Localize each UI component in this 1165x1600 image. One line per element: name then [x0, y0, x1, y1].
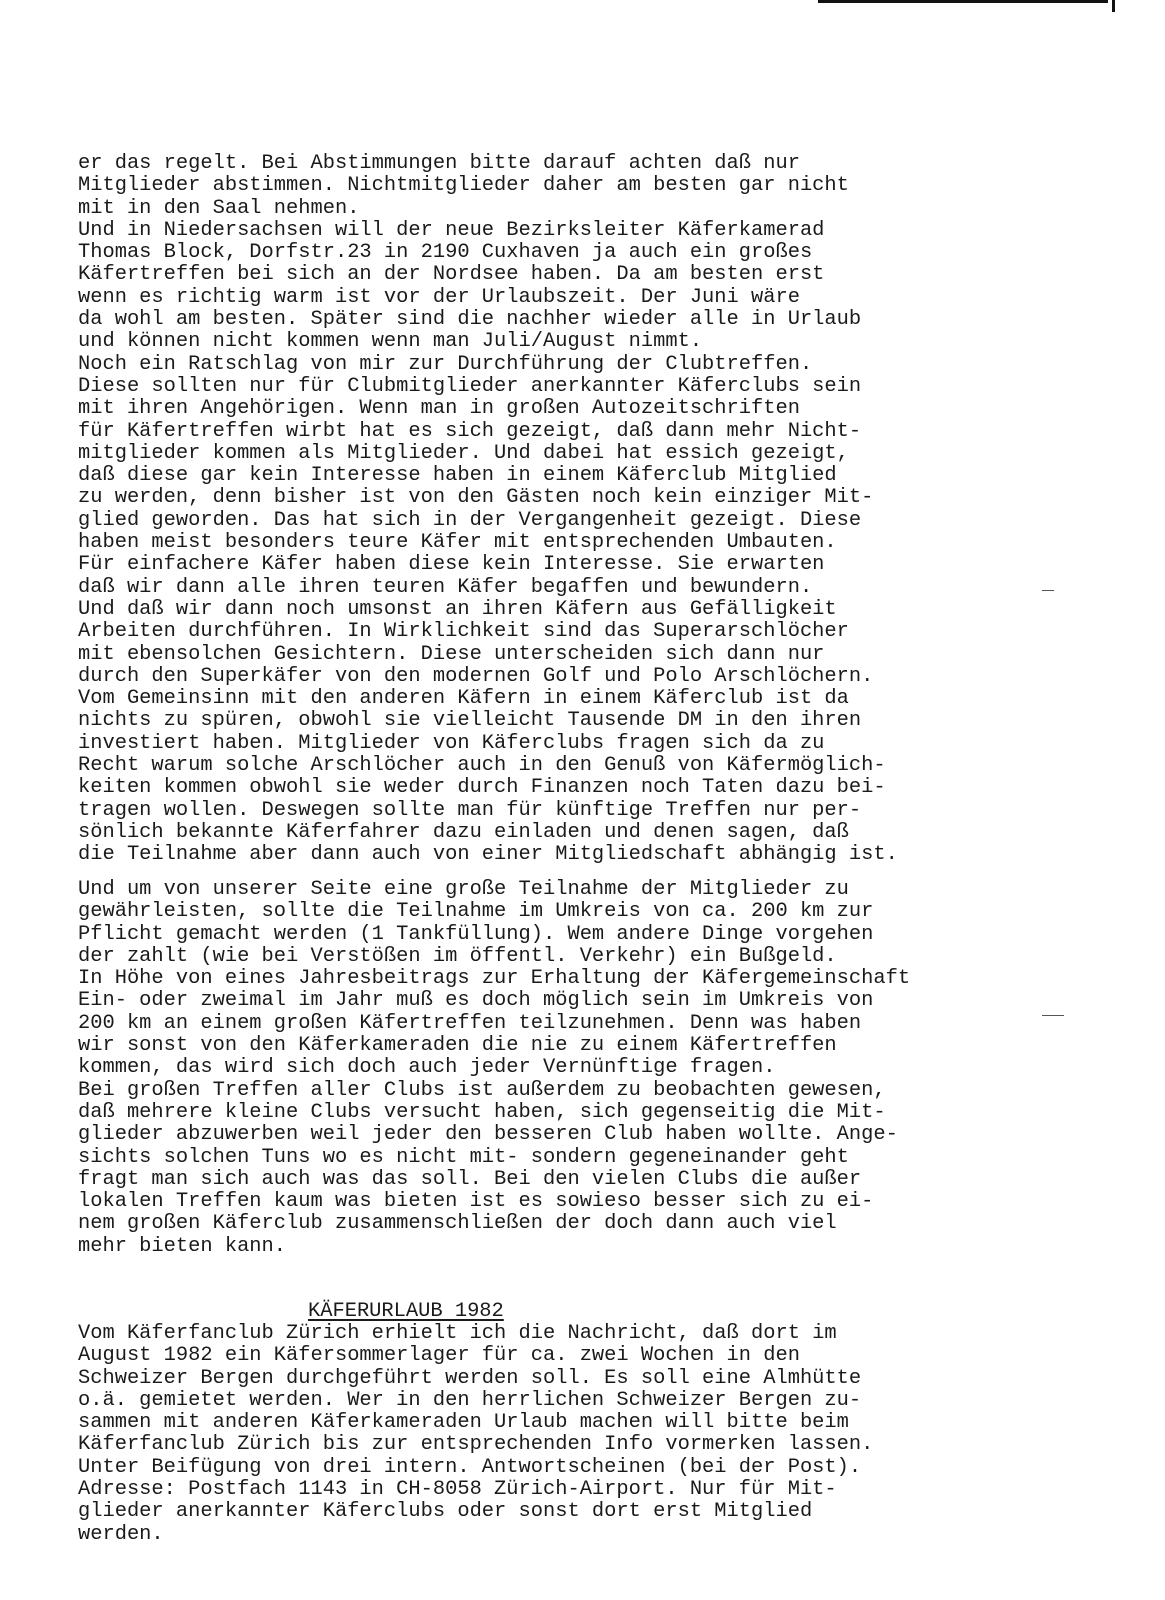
text-line: mehr bieten kann. — [78, 1234, 287, 1258]
text-line: Adresse: Postfach 1143 in CH-8058 Zürich-Airport. Nur für Mit- — [78, 1478, 837, 1502]
text-line: fragt man sich auch was das soll. Bei den vielen Clubs die außer — [78, 1167, 862, 1191]
text-line: wenn es richtig warm ist vor der Urlaubszeit. Der Juni wäre — [78, 285, 800, 309]
text-line: der zahlt (wie bei Verstößen im öffentl. Verkehr) ein Bußgeld. — [78, 944, 837, 968]
text-line: Arbeiten durchführen. In Wirklichkeit sind das Superarschlöcher — [78, 620, 849, 644]
text-line: mit in den Saal nehmen. — [78, 196, 360, 220]
text-line: nichts zu spüren, obwohl sie vielleicht Tausende DM in den ihren — [78, 709, 862, 733]
paragraph-summer-camp — [78, 1323, 873, 1546]
text-line: da wohl am besten. Später sind die nachher wieder alle in Urlaub — [78, 308, 862, 332]
text-line: durch den Superkäfer von den modernen Golf und Polo Arschlöchern. — [78, 664, 874, 688]
text-line: Käfertreffen bei sich an der Nordsee haben. Da am besten erst — [78, 263, 825, 287]
text-line: gewährleisten, sollte die Teilnahme im Umkreis von ca. 200 km zur — [78, 900, 874, 924]
text-line: sönlich bekannte Käferfahrer dazu einladen und denen sagen, daß — [78, 820, 849, 844]
page-edge-mark-vertical — [1112, 0, 1115, 12]
text-line: 200 km an einem großen Käfertreffen teilzunehmen. Denn was haben — [78, 1011, 862, 1035]
text-line: kommen, das wird sich doch auch jeder Vernünftige fragen. — [78, 1056, 776, 1080]
text-line: In Höhe von eines Jahresbeitrags zur Erhaltung der Käfergemeinschaft — [78, 967, 911, 991]
text-line: Und um von unserer Seite eine große Teilnahme der Mitglieder zu — [78, 878, 849, 901]
text-line: mit ihren Angehörigen. Wenn man in großen Autozeitschriften — [78, 397, 800, 421]
text-line: haben meist besonders teure Käfer mit entsprechenden Umbauten. — [78, 531, 837, 555]
scan-speck — [1042, 590, 1054, 591]
text-line: Mitglieder abstimmen. Nichtmitglieder daher am besten gar nicht — [78, 174, 849, 198]
text-line: sammen mit anderen Käferkameraden Urlaub machen will bitte beim — [78, 1411, 849, 1435]
text-line: zu werden, denn bisher ist von den Gästen noch kein einziger Mit- — [78, 486, 874, 510]
paragraph-participation — [78, 879, 910, 1258]
text-line: Recht warum solche Arschlöcher auch in den Genuß von Käfermöglich- — [78, 754, 886, 778]
text-line: Diese sollten nur für Clubmitglieder anerkannter Käferclubs sein — [78, 374, 862, 398]
text-line: daß mehrere kleine Clubs versucht haben, sich gegenseitig die Mit- — [78, 1100, 886, 1124]
text-line: investiert haben. Mitglieder von Käferclubs fragen sich da zu — [78, 731, 825, 755]
text-line: und können nicht kommen wenn man Juli/August nimmt. — [78, 330, 703, 354]
text-line: mitglieder kommen als Mitglieder. Und dabei hat essich gezeigt, — [78, 441, 849, 465]
text-line: Ein- oder zweimal im Jahr muß es doch möglich sein im Umkreis von — [78, 989, 874, 1013]
text-line: nem großen Käferclub zusammenschließen der doch dann auch viel — [78, 1212, 837, 1236]
text-line: für Käfertreffen wirbt hat es sich gezeigt, daß dann mehr Nicht- — [78, 419, 862, 443]
text-line: sichts solchen Tuns wo es nicht mit- sondern gegeneinander geht — [78, 1145, 849, 1169]
text-line: daß wir dann alle ihren teuren Käfer begaffen und bewundern. — [78, 575, 813, 599]
paragraph-club-meetings — [78, 153, 898, 867]
text-line: lokalen Treffen kaum was bieten ist es sowieso besser sich zu ei- — [78, 1190, 874, 1214]
text-line: glied geworden. Das hat sich in der Vergangenheit gezeigt. Diese — [78, 508, 862, 532]
text-line: Pflicht gemacht werden (1 Tankfüllung). Wem andere Dinge vorgehen — [78, 922, 874, 946]
scan-speck — [1042, 1015, 1064, 1016]
text-line: Unter Beifügung von drei intern. Antwortscheinen (bei der Post). — [78, 1455, 862, 1479]
text-line: keiten kommen obwohl sie weder durch Finanzen noch Taten dazu bei- — [78, 776, 886, 800]
text-line: Für einfachere Käfer haben diese kein Interesse. Sie erwarten — [78, 553, 825, 577]
text-line: mit ebensolchen Gesichtern. Diese unterscheiden sich dann nur — [78, 642, 825, 666]
section-heading: KÄFERURLAUB 1982 — [308, 1300, 504, 1323]
text-line: daß diese gar kein Interesse haben in einem Käferclub Mitglied — [78, 464, 837, 488]
text-line: Vom Käferfanclub Zürich erhielt ich die Nachricht, daß dort im — [78, 1322, 837, 1345]
text-line: glieder anerkannter Käferclubs oder sonst dort erst Mitglied — [78, 1500, 813, 1524]
text-line: Und in Niedersachsen will der neue Bezirksleiter Käferkamerad — [78, 218, 825, 242]
text-line: werden. — [78, 1522, 164, 1546]
text-line: tragen wollen. Deswegen sollte man für künftige Treffen nur per- — [78, 798, 862, 822]
text-line: die Teilnahme aber dann auch von einer Mitgliedschaft abhängig ist. — [78, 843, 898, 867]
text-line: Schweizer Bergen durchgeführt werden soll. Es soll eine Almhütte — [78, 1366, 862, 1390]
text-line: Und daß wir dann noch umsonst an ihren Käfern aus Gefälligkeit — [78, 597, 837, 621]
text-line: er das regelt. Bei Abstimmungen bitte darauf achten daß nur — [78, 152, 800, 175]
text-line: o.ä. gemietet werden. Wer in den herrlichen Schweizer Bergen zu- — [78, 1388, 862, 1412]
text-line: Käferfanclub Zürich bis zur entsprechenden Info vormerken lassen. — [78, 1433, 874, 1457]
text-line: wir sonst von den Käferkameraden die nie zu einem Käfertreffen — [78, 1034, 837, 1058]
text-line: Vom Gemeinsinn mit den anderen Käfern in einem Käferclub ist da — [78, 687, 849, 711]
page-edge-mark — [818, 0, 1108, 3]
text-line: Noch ein Ratschlag von mir zur Durchführung der Clubtreffen. — [78, 352, 813, 376]
text-line: Thomas Block, Dorfstr.23 in 2190 Cuxhaven ja auch ein großes — [78, 241, 813, 265]
text-line: glieder abzuwerben weil jeder den besseren Club haben wollte. Ange- — [78, 1123, 898, 1147]
text-line: August 1982 ein Käfersommerlager für ca. zwei Wochen in den — [78, 1344, 800, 1368]
text-line: Bei großen Treffen aller Clubs ist außerdem zu beobachten gewesen, — [78, 1078, 886, 1102]
